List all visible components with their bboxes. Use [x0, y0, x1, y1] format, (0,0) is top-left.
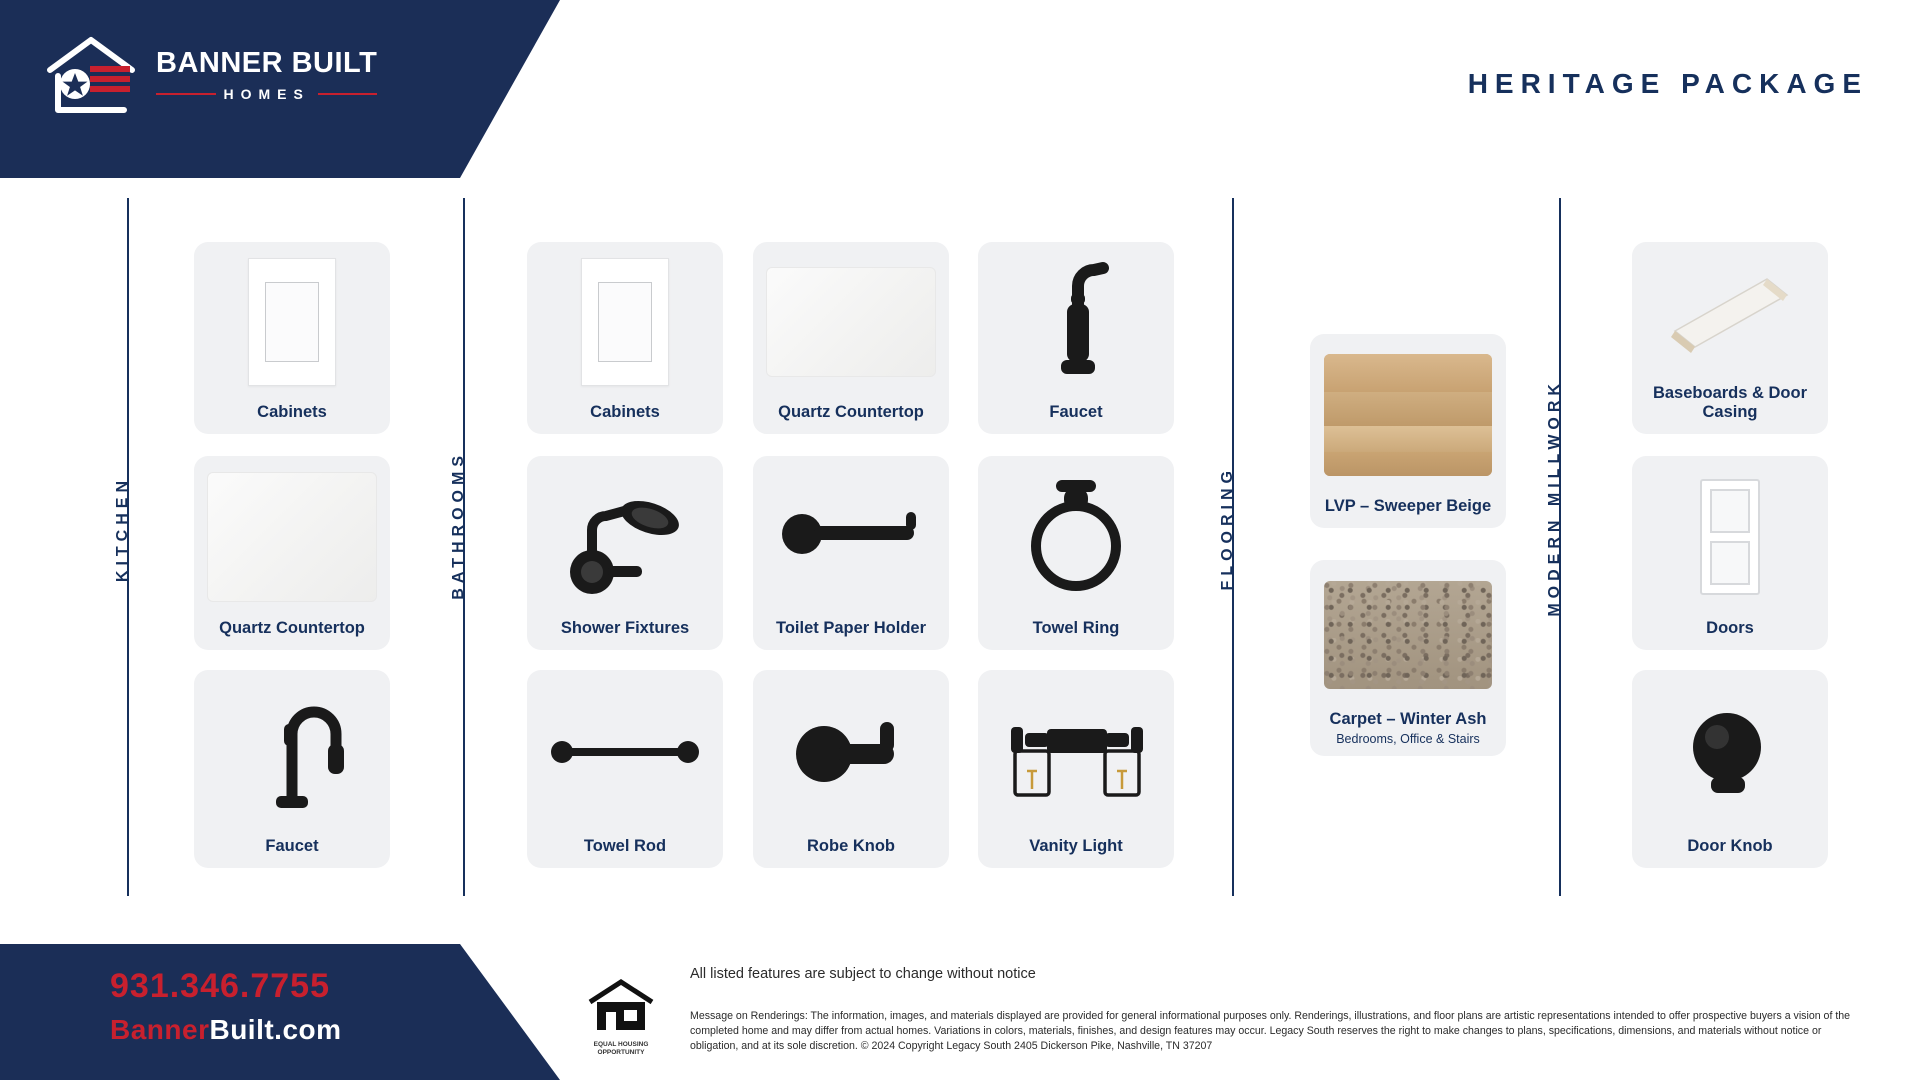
- card-caption: Towel Rod: [583, 836, 667, 855]
- features-notice: All listed features are subject to change without notice: [690, 966, 1036, 982]
- card-subcaption: Bedrooms, Office & Stairs: [1336, 732, 1480, 746]
- card-vanity-light[interactable]: [978, 670, 1174, 868]
- card-carpet[interactable]: [1310, 560, 1506, 756]
- trim-board-icon: [1632, 242, 1828, 384]
- card-caption: Towel Ring: [1032, 618, 1120, 637]
- quartz-swatch-icon: [753, 242, 949, 403]
- card-caption: Shower Fixtures: [560, 618, 690, 637]
- cabinet-door-swatch-icon: [527, 242, 723, 403]
- logo-rule-left: [156, 93, 216, 95]
- towel-ring-icon: [978, 456, 1174, 619]
- card-caption: Vanity Light: [1029, 836, 1123, 855]
- website-url[interactable]: [110, 1014, 342, 1046]
- brand-wordmark: [156, 48, 377, 103]
- card-door-knob[interactable]: [1632, 670, 1828, 868]
- card-bath-quartz[interactable]: [753, 242, 949, 434]
- quartz-swatch-icon: [194, 456, 390, 619]
- legal-disclaimer: Message on Renderings: The information, images, and materials displayed are provided for general informational purposes only. Renderings, illustrations, and floor plans are artistic representations intended to offer prospective buyers a vision of the completed home and may differ from actual homes. Variations in colors, materials, finishes, and design features may occur. Legacy South reserves the right to make changes to plans, specifications, dimensions, and materials without notice or obligation, and at its sole discretion. © 2024 Copyright Legacy South 2405 Dickerson Pike, Nashville, TN 37207: [690, 1009, 1851, 1052]
- towel-rod-icon: [527, 670, 723, 837]
- card-towel-ring[interactable]: [978, 456, 1174, 650]
- card-baseboards[interactable]: [1632, 242, 1828, 434]
- section-label-flooring: FLOORING: [1219, 466, 1236, 591]
- card-lvp[interactable]: [1310, 334, 1506, 528]
- robe-knob-icon: [753, 670, 949, 837]
- website-brand: Banner: [110, 1014, 210, 1045]
- kitchen-faucet-icon: [194, 670, 390, 837]
- page-header: [0, 0, 1920, 178]
- card-shower-fixtures[interactable]: [527, 456, 723, 650]
- card-kitchen-faucet[interactable]: [194, 670, 390, 868]
- eho-line-2: OPPORTUNITY: [597, 1048, 645, 1056]
- card-kitchen-cabinets[interactable]: [194, 242, 390, 434]
- footer-navy-shape: [0, 944, 560, 1080]
- card-robe-knob[interactable]: [753, 670, 949, 868]
- card-caption: Quartz Countertop: [778, 402, 924, 421]
- card-caption: Baseboards & Door Casing: [1652, 384, 1808, 421]
- card-caption: Cabinets: [590, 402, 660, 421]
- card-caption: Cabinets: [257, 402, 327, 421]
- lvp-swatch-icon: [1310, 334, 1506, 497]
- bath-faucet-icon: [978, 242, 1174, 403]
- card-toilet-paper-holder[interactable]: [753, 456, 949, 650]
- page-title: HERITAGE PACKAGE: [1467, 68, 1868, 99]
- carpet-swatch-icon: [1310, 560, 1506, 710]
- card-caption: Faucet: [265, 836, 319, 855]
- card-caption: LVP – Sweeper Beige: [1324, 496, 1492, 515]
- card-caption: Robe Knob: [807, 836, 895, 855]
- phone-number[interactable]: 931.346.7755: [110, 967, 330, 1005]
- logo-rule-right: [318, 93, 378, 95]
- brand-subtitle: HOMES: [223, 86, 310, 103]
- toilet-paper-holder-icon: [753, 456, 949, 619]
- website-suffix: Built.com: [209, 1014, 342, 1045]
- brand-logo: [44, 32, 377, 118]
- card-caption: Carpet – Winter Ash: [1329, 709, 1487, 728]
- section-label-kitchen: KITCHEN: [114, 476, 131, 583]
- card-caption: Quartz Countertop: [219, 618, 365, 637]
- banner-built-house-icon: [44, 32, 138, 118]
- eho-line-1: EQUAL HOUSING: [593, 1041, 649, 1049]
- equal-housing-icon: [584, 976, 658, 1034]
- brand-name: BANNER BUILT: [156, 46, 378, 79]
- cabinet-door-swatch-icon: [194, 242, 390, 403]
- section-label-millwork: MODERN MILLWORK: [1546, 379, 1563, 617]
- shower-head-icon: [527, 456, 723, 619]
- interior-door-icon: [1632, 456, 1828, 619]
- card-caption: Toilet Paper Holder: [775, 618, 927, 637]
- card-bath-faucet[interactable]: [978, 242, 1174, 434]
- card-caption: Doors: [1706, 618, 1754, 637]
- door-knob-icon: [1632, 670, 1828, 837]
- card-towel-rod[interactable]: [527, 670, 723, 868]
- card-kitchen-quartz[interactable]: [194, 456, 390, 650]
- card-caption: Faucet: [1049, 402, 1103, 421]
- card-bath-cabinets[interactable]: [527, 242, 723, 434]
- card-doors[interactable]: [1632, 456, 1828, 650]
- vanity-light-icon: [978, 670, 1174, 837]
- card-caption: Door Knob: [1687, 836, 1773, 855]
- section-label-bathrooms: BATHROOMS: [450, 451, 467, 600]
- equal-housing-opportunity-logo: [584, 976, 658, 1056]
